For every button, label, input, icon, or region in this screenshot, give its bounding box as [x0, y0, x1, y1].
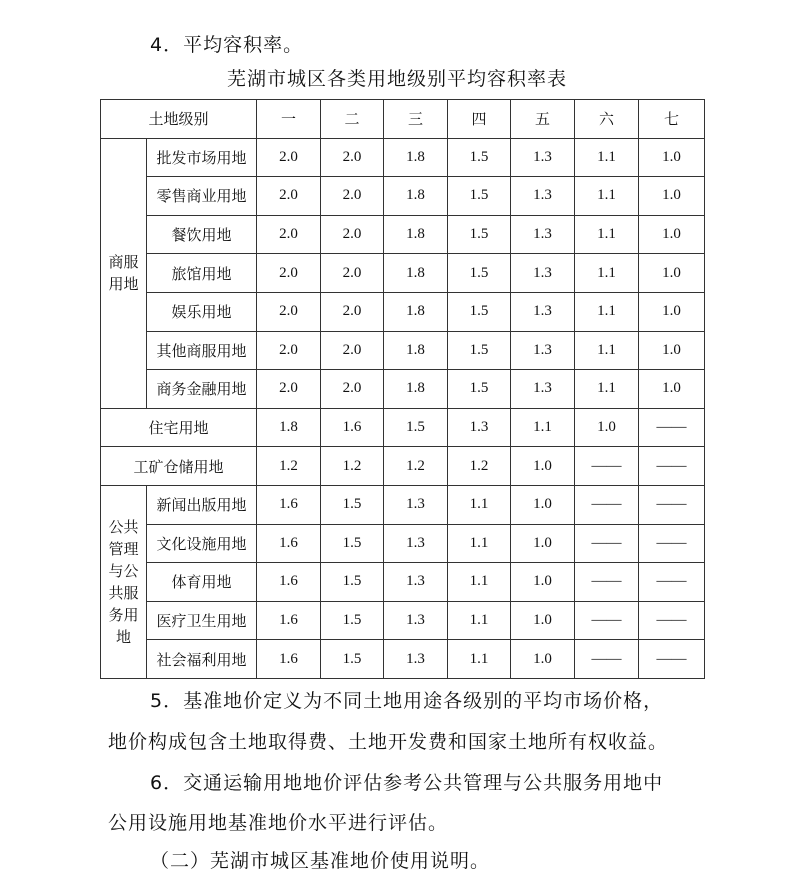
ratio-cell: 1.3 — [511, 138, 575, 177]
ratio-cell: 1.6 — [257, 601, 321, 640]
ratio-cell: —— — [639, 524, 705, 563]
row-label: 餐饮用地 — [147, 215, 257, 254]
ratio-cell: —— — [575, 563, 639, 602]
ratio-cell: 2.0 — [257, 254, 321, 293]
ratio-cell: 1.1 — [448, 524, 511, 563]
ratio-cell: 1.0 — [511, 563, 575, 602]
paragraph-5-line-2: 地价构成包含土地取得费、土地开发费和国家土地所有权收益。 — [108, 731, 669, 753]
ratio-cell: 2.0 — [257, 138, 321, 177]
row-label: 零售商业用地 — [147, 177, 257, 216]
row-label: 商务金融用地 — [147, 370, 257, 409]
ratio-cell: 1.5 — [448, 331, 511, 370]
ratio-cell: 1.3 — [384, 640, 448, 679]
table-row — [101, 524, 705, 563]
header-level-1: 一 — [257, 100, 321, 139]
ratio-cell: 1.1 — [575, 331, 639, 370]
ratio-cell: 1.3 — [511, 370, 575, 409]
row-label: 体育用地 — [147, 563, 257, 602]
row-label: 医疗卫生用地 — [147, 601, 257, 640]
ratio-cell: 1.6 — [257, 524, 321, 563]
table-row — [101, 640, 705, 679]
ratio-cell: 1.3 — [511, 292, 575, 331]
ratio-cell: 1.5 — [321, 563, 384, 602]
paragraph-6-line-2: 公用设施用地基准地价水平进行评估。 — [108, 812, 449, 834]
ratio-cell: —— — [639, 485, 705, 524]
ratio-cell: 1.1 — [575, 215, 639, 254]
ratio-cell: 1.0 — [511, 524, 575, 563]
ratio-cell: 1.8 — [384, 254, 448, 293]
ratio-cell: 1.0 — [639, 331, 705, 370]
ratio-cell: 1.0 — [639, 370, 705, 409]
ratio-cell: 1.6 — [257, 563, 321, 602]
header-level-7: 七 — [639, 100, 705, 139]
ratio-cell: 1.2 — [321, 447, 384, 486]
row-label: 住宅用地 — [101, 408, 257, 447]
ratio-cell: 1.3 — [511, 177, 575, 216]
table-row — [101, 292, 705, 331]
ratio-cell: 1.8 — [257, 408, 321, 447]
ratio-cell: 1.5 — [448, 370, 511, 409]
ratio-cell: —— — [639, 408, 705, 447]
ratio-cell: —— — [639, 447, 705, 486]
ratio-cell: 1.0 — [511, 640, 575, 679]
table-row — [101, 215, 705, 254]
ratio-cell: 1.3 — [511, 254, 575, 293]
ratio-cell: 2.0 — [257, 331, 321, 370]
ratio-cell: 2.0 — [321, 254, 384, 293]
floor-area-ratio-table — [100, 99, 705, 679]
ratio-cell: 2.0 — [321, 292, 384, 331]
ratio-cell: 1.8 — [384, 292, 448, 331]
header-level-3: 三 — [384, 100, 448, 139]
ratio-cell: 1.0 — [511, 601, 575, 640]
ratio-cell: 1.6 — [321, 408, 384, 447]
header-land-level: 土地级别 — [101, 100, 257, 139]
ratio-cell: 1.5 — [321, 640, 384, 679]
table-row — [101, 331, 705, 370]
table-row — [101, 370, 705, 409]
ratio-cell: 1.0 — [511, 485, 575, 524]
ratio-cell: 1.0 — [511, 447, 575, 486]
table-row — [101, 254, 705, 293]
ratio-cell: 2.0 — [257, 177, 321, 216]
ratio-cell: —— — [575, 601, 639, 640]
group-public-service-label: 公共管理与公共服务用地 — [108, 517, 139, 646]
paragraph-5-line-1: 5．基准地价定义为不同土地用途各级别的平均市场价格， — [150, 690, 664, 712]
ratio-cell: 1.2 — [384, 447, 448, 486]
ratio-cell: 1.0 — [575, 408, 639, 447]
row-label: 新闻出版用地 — [147, 485, 257, 524]
ratio-cell: 1.3 — [448, 408, 511, 447]
ratio-cell: —— — [575, 447, 639, 486]
ratio-cell: 1.6 — [257, 485, 321, 524]
ratio-cell: 1.0 — [639, 138, 705, 177]
ratio-cell: 1.1 — [448, 640, 511, 679]
ratio-cell: 1.1 — [448, 563, 511, 602]
ratio-cell: 1.8 — [384, 215, 448, 254]
ratio-cell: 1.3 — [384, 485, 448, 524]
ratio-cell: —— — [639, 640, 705, 679]
ratio-cell: 2.0 — [321, 138, 384, 177]
ratio-cell: 2.0 — [321, 177, 384, 216]
row-label: 社会福利用地 — [147, 640, 257, 679]
ratio-cell: 1.5 — [321, 524, 384, 563]
ratio-cell: 1.0 — [639, 254, 705, 293]
header-level-6: 六 — [575, 100, 639, 139]
ratio-cell: —— — [639, 601, 705, 640]
header-level-4: 四 — [448, 100, 511, 139]
ratio-cell: 1.5 — [321, 485, 384, 524]
ratio-cell: 1.5 — [448, 138, 511, 177]
ratio-cell: 1.0 — [639, 292, 705, 331]
ratio-cell: 1.3 — [511, 331, 575, 370]
group-commercial — [101, 138, 147, 408]
table-row — [101, 447, 705, 486]
row-label: 旅馆用地 — [147, 254, 257, 293]
table-title: 芜湖市城区各类用地级别平均容积率表 — [226, 68, 567, 90]
ratio-cell: 1.8 — [384, 370, 448, 409]
ratio-cell: 1.5 — [448, 215, 511, 254]
ratio-cell: 1.8 — [384, 138, 448, 177]
table-header-row — [101, 100, 705, 139]
ratio-cell: —— — [575, 524, 639, 563]
ratio-cell: —— — [575, 485, 639, 524]
ratio-cell: 1.1 — [575, 292, 639, 331]
row-label: 其他商服用地 — [147, 331, 257, 370]
ratio-cell: 2.0 — [321, 331, 384, 370]
group-public-service — [101, 485, 147, 678]
row-label: 娱乐用地 — [147, 292, 257, 331]
ratio-cell: 1.3 — [384, 563, 448, 602]
ratio-cell: 1.5 — [321, 601, 384, 640]
ratio-cell: 2.0 — [257, 292, 321, 331]
section-heading-4: 4．平均容积率。 — [150, 34, 304, 56]
ratio-cell: —— — [575, 640, 639, 679]
header-level-2: 二 — [321, 100, 384, 139]
table-row — [101, 601, 705, 640]
table-row — [101, 408, 705, 447]
group-commercial-label: 商服用地 — [108, 253, 139, 294]
ratio-cell: 1.5 — [384, 408, 448, 447]
ratio-cell: 1.2 — [448, 447, 511, 486]
section-heading-2: （二）芜湖市城区基准地价使用说明。 — [150, 850, 491, 872]
ratio-cell: 1.8 — [384, 177, 448, 216]
row-label: 批发市场用地 — [147, 138, 257, 177]
ratio-cell: 1.6 — [257, 640, 321, 679]
ratio-cell: 1.1 — [575, 254, 639, 293]
paragraph-6-line-1: 6．交通运输用地地价评估参考公共管理与公共服务用地中 — [150, 772, 664, 794]
ratio-cell: 1.3 — [384, 524, 448, 563]
ratio-cell: 1.5 — [448, 254, 511, 293]
ratio-cell: 2.0 — [257, 215, 321, 254]
row-label: 文化设施用地 — [147, 524, 257, 563]
ratio-cell: 1.1 — [575, 370, 639, 409]
ratio-cell: 1.8 — [384, 331, 448, 370]
ratio-cell: 1.5 — [448, 292, 511, 331]
ratio-cell: 1.1 — [575, 177, 639, 216]
table-row — [101, 138, 705, 177]
ratio-cell: 2.0 — [321, 215, 384, 254]
ratio-cell: 1.1 — [448, 485, 511, 524]
ratio-cell: 1.0 — [639, 177, 705, 216]
ratio-cell: 1.3 — [384, 601, 448, 640]
ratio-cell: 2.0 — [321, 370, 384, 409]
ratio-cell: 1.0 — [639, 215, 705, 254]
ratio-cell: 1.1 — [448, 601, 511, 640]
ratio-cell: 1.1 — [575, 138, 639, 177]
header-level-5: 五 — [511, 100, 575, 139]
table-row — [101, 485, 705, 524]
ratio-cell: 1.2 — [257, 447, 321, 486]
ratio-cell: 1.5 — [448, 177, 511, 216]
row-label: 工矿仓储用地 — [101, 447, 257, 486]
table-row — [101, 177, 705, 216]
ratio-cell: 1.3 — [511, 215, 575, 254]
table-row — [101, 563, 705, 602]
ratio-cell: 2.0 — [257, 370, 321, 409]
ratio-cell: —— — [639, 563, 705, 602]
ratio-cell: 1.1 — [511, 408, 575, 447]
